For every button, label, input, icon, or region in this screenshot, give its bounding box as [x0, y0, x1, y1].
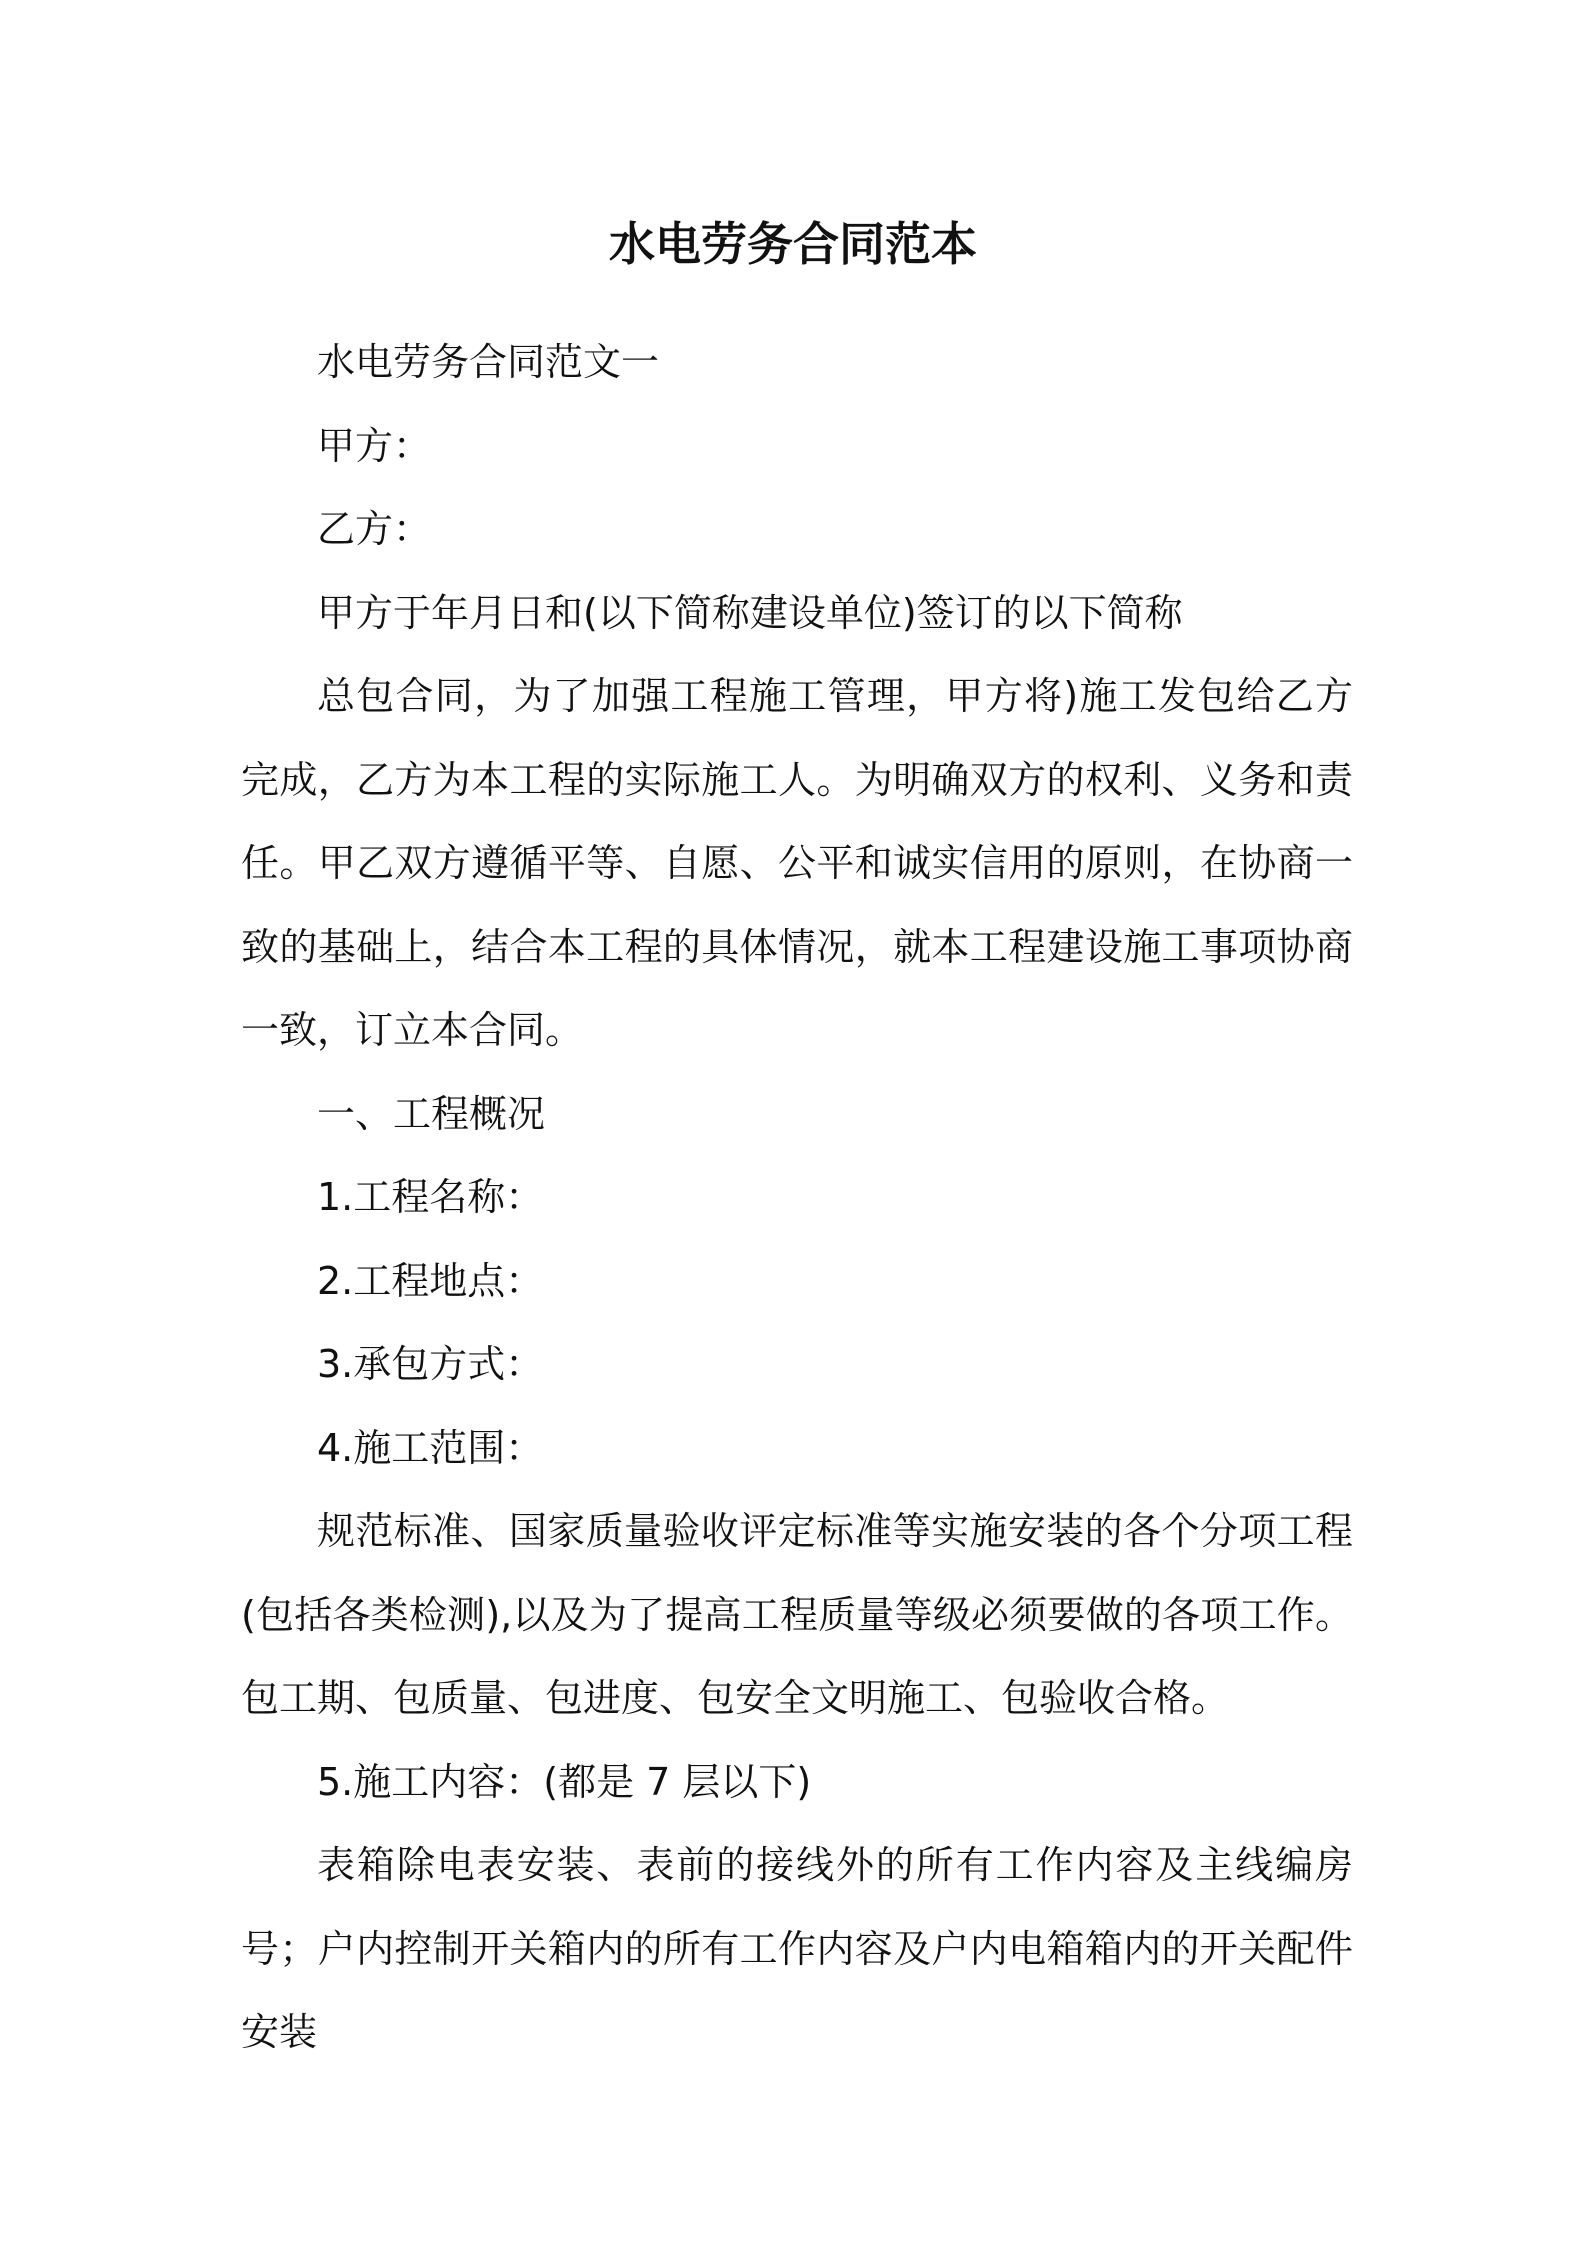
construction-content-line: 5.施工内容：(都是 7 层以下)	[317, 1759, 812, 1804]
purpose-paragraph: 总包合同，为了加强工程施工管理，甲方将)施工发包给乙方完成，乙方为本工程的实际施工人。为明确双方的权利、义务和责任。甲乙双方遵循平等、自愿、公平和诚实信用的原则，在协商一致的基础上，结合本工程的具体情况，就本工程建设施工事项协商一致，订立本合同。	[241, 674, 1353, 1052]
section-heading-overview: 一、工程概况	[317, 1091, 546, 1136]
project-name-line: 1.工程名称：	[317, 1175, 544, 1219]
party-a-line: 甲方：	[317, 423, 432, 468]
party-b-line: 乙方：	[317, 507, 432, 551]
scope-detail-paragraph: 规范标准、国家质量验收评定标准等实施安装的各个分项工程(包括各类检测),以及为了提高工程质量等级必须要做的各项工作。包工期、包质量、包进度、包安全文明施工、包验收合格。	[241, 1509, 1353, 1720]
construction-scope-line: 4.施工范围：	[317, 1425, 544, 1470]
subtitle-paragraph: 水电劳务合同范文一	[317, 340, 660, 384]
contract-method-line: 3.承包方式：	[317, 1342, 544, 1386]
document-body	[241, 321, 1353, 2075]
content-detail-paragraph: 表箱除电表安装、表前的接线外的所有工作内容及主线编房号；户内控制开关箱内的所有工作内容及户内电箱箱内的开关配件安装	[241, 1843, 1353, 2054]
project-location-line: 2.工程地点：	[317, 1258, 544, 1303]
document-title: 水电劳务合同范本	[609, 217, 977, 271]
intro-paragraph: 甲方于年月日和(以下简称建设单位)签订的以下简称	[317, 590, 1183, 635]
